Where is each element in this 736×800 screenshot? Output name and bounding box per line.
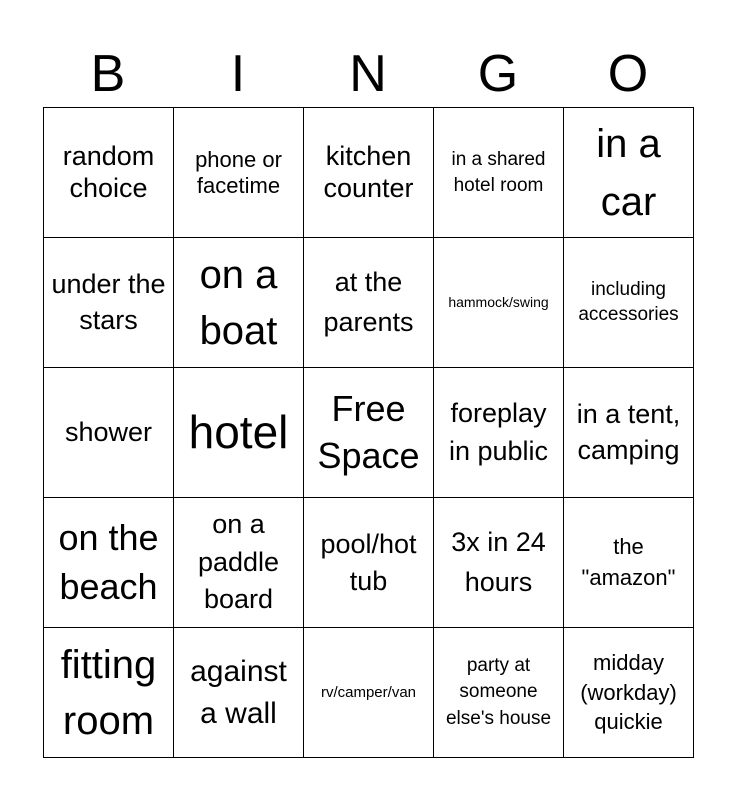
bingo-cell[interactable] <box>434 108 564 238</box>
cell-text: party at someone else's house <box>445 654 552 729</box>
bingo-cell[interactable] <box>304 238 434 368</box>
free-space-cell[interactable] <box>304 368 434 498</box>
cell-text: in a shared hotel room <box>451 148 546 196</box>
header-letter-g: G <box>477 45 519 103</box>
cell-text: under the stars <box>51 269 166 335</box>
cell-text: kitchen counter <box>323 141 414 203</box>
cell-text: phone or facetime <box>195 147 282 198</box>
bingo-cell[interactable] <box>304 108 434 238</box>
cell-text: hammock/swing <box>448 294 549 311</box>
bingo-cell[interactable] <box>564 108 694 238</box>
cell-text: Free Space <box>317 387 420 476</box>
cell-text: on a paddle board <box>197 508 280 615</box>
header-letter-n: N <box>349 45 387 103</box>
bingo-cell[interactable] <box>174 628 304 758</box>
bingo-cell[interactable] <box>434 238 564 368</box>
cell-text: foreplay in public <box>448 397 549 466</box>
cell-text: shower <box>64 416 153 447</box>
cell-text: 3x in 24 hours <box>451 527 546 597</box>
header-letter-b: B <box>90 45 126 103</box>
cell-text: on the beach <box>58 516 159 607</box>
bingo-cell[interactable] <box>564 238 694 368</box>
bingo-cell[interactable] <box>44 498 174 628</box>
cell-text: including accessories <box>578 278 679 325</box>
cell-text: random choice <box>62 141 155 203</box>
cell-text: hotel <box>188 406 289 459</box>
bingo-cell[interactable] <box>44 238 174 368</box>
header-letter-i: I <box>230 45 246 103</box>
cell-text: against a wall <box>190 654 287 730</box>
cell-text: fitting room <box>60 642 157 743</box>
cell-text: rv/camper/van <box>320 683 417 701</box>
bingo-cell[interactable] <box>174 368 304 498</box>
bingo-cell[interactable] <box>434 368 564 498</box>
bingo-board <box>43 107 694 758</box>
cell-text: at the parents <box>323 267 414 337</box>
cell-text: on a boat <box>199 252 278 353</box>
bingo-cell[interactable] <box>304 628 434 758</box>
bingo-cell[interactable] <box>304 498 434 628</box>
cell-text: midday (workday) quickie <box>580 649 677 735</box>
header-letter-o: O <box>607 45 649 103</box>
bingo-cell[interactable] <box>44 368 174 498</box>
cell-text: in a tent, camping <box>576 399 681 465</box>
bingo-cell[interactable] <box>564 498 694 628</box>
cell-text: in a car <box>596 121 661 224</box>
bingo-cell[interactable] <box>174 238 304 368</box>
cell-text: pool/hot tub <box>320 529 417 596</box>
bingo-cell[interactable] <box>564 368 694 498</box>
bingo-cell[interactable] <box>434 498 564 628</box>
bingo-cell[interactable] <box>174 108 304 238</box>
bingo-cell[interactable] <box>434 628 564 758</box>
bingo-header <box>43 42 693 106</box>
bingo-cell[interactable] <box>564 628 694 758</box>
bingo-cell[interactable] <box>174 498 304 628</box>
cell-text: the "amazon" <box>581 533 676 590</box>
bingo-cell[interactable] <box>44 108 174 238</box>
bingo-cell[interactable] <box>44 628 174 758</box>
